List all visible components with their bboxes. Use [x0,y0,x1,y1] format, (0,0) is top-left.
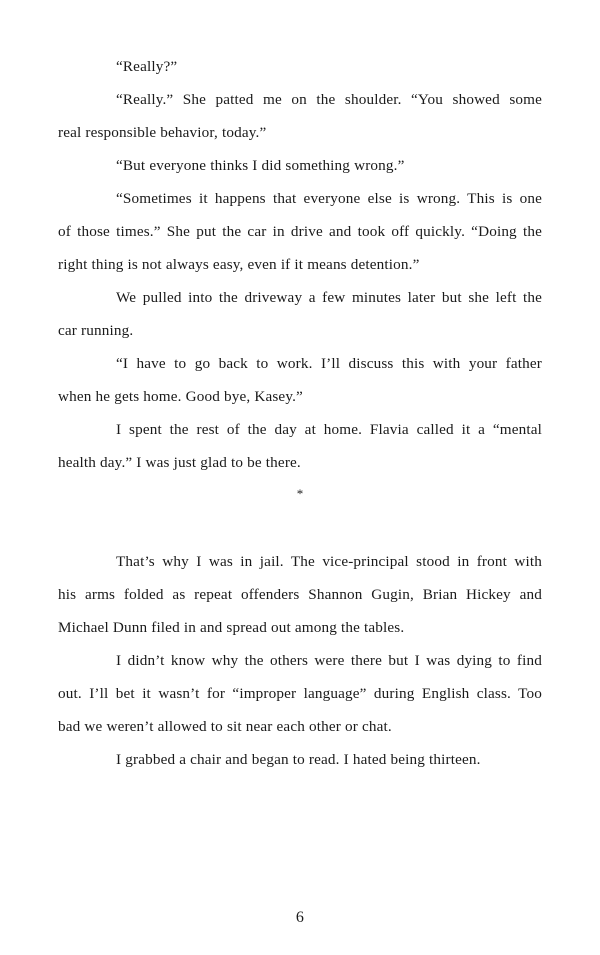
page-number: 6 [295,909,305,926]
page-text-block [58,50,542,776]
text-line: “Really?” [116,58,178,75]
body-paragraph [58,182,542,281]
body-paragraph [58,83,542,149]
body-paragraph [58,281,542,347]
text-line: when he gets home. Good bye, Kasey.” [58,388,303,405]
text-line: of those times.” She put the car in drive and took off quickly. “Doing the [58,223,542,240]
text-line: I grabbed a chair and began to read. I hated being thirteen. [116,751,481,768]
text-line: I didn’t know why the others were there but I was dying to find [116,652,542,669]
text-line: his arms folded as repeat offenders Shannon Gugin, Brian Hickey and [58,586,542,603]
body-paragraph [58,50,542,83]
text-line: “Really.” She patted me on the shoulder. “You showed some [116,91,542,108]
text-line: Michael Dunn filed in and spread out among the tables. [58,619,405,636]
body-paragraph [58,743,542,776]
text-line: “I have to go back to work. I’ll discuss this with your father [116,355,542,372]
body-paragraph [58,644,542,743]
text-line: I spent the rest of the day at home. Flavia called it a “mental [116,421,542,438]
text-line: right thing is not always easy, even if it means detention.” [58,256,420,273]
text-line: “But everyone thinks I did something wrong.” [116,157,405,174]
paragraph-group-after-break [58,545,542,776]
text-line: car running. [58,322,134,339]
text-line: health day.” I was just glad to be there. [58,454,301,471]
paragraph-group-before-break [58,50,542,479]
text-line: bad we weren’t allowed to sit near each other or chat. [58,718,392,735]
body-paragraph [58,545,542,644]
text-line: “Sometimes it happens that everyone else is wrong. This is one [116,190,542,207]
body-paragraph [58,413,542,479]
body-paragraph [58,149,542,182]
asterisk-icon: * [296,486,304,501]
section-break [58,478,542,511]
text-line: real responsible behavior, today.” [58,124,267,141]
text-line: We pulled into the driveway a few minutes later but she left the [116,289,542,306]
body-paragraph [58,347,542,413]
text-line: That’s why I was in jail. The vice-principal stood in front with [116,553,542,570]
text-line: out. I’ll bet it wasn’t for “improper language” during English class. Too [58,685,542,702]
